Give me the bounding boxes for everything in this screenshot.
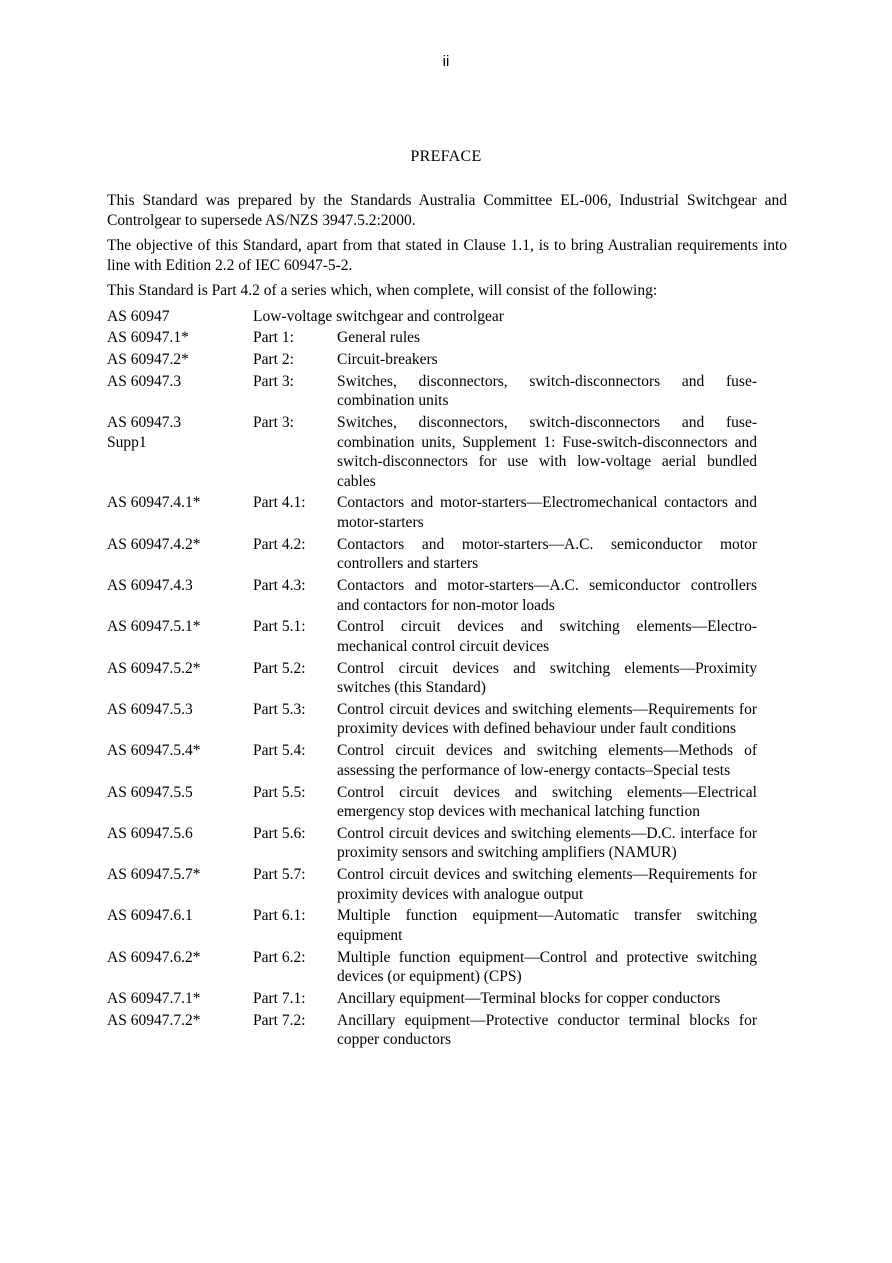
series-standard-code: AS 60947.5.4* bbox=[107, 742, 201, 760]
series-part-title: Control circuit devices and switching elements—Requirements for proximity devices with defined behaviour under fault conditions bbox=[337, 700, 757, 738]
series-standard-suffix: Supp1 bbox=[107, 433, 147, 451]
series-part-title: Control circuit devices and switching elements—Electrical emergency stop devices with mechanical latching function bbox=[337, 783, 757, 821]
series-part-label: Part 4.3: bbox=[253, 577, 306, 595]
series-part-title: Contactors and motor-starters—A.C. semiconductor controllers and contactors for non-motor loads bbox=[337, 577, 757, 614]
series-standard-number bbox=[107, 659, 253, 698]
series-row bbox=[107, 989, 787, 1009]
series-part-label: Part 3: bbox=[253, 372, 294, 390]
series-standard-code: AS 60947.1* bbox=[107, 329, 189, 347]
series-standard-code: AS 60947.3 bbox=[107, 372, 182, 390]
series-standard-number bbox=[107, 535, 253, 574]
page-title: PREFACE bbox=[410, 148, 482, 165]
series-header-std: AS 60947 bbox=[107, 307, 170, 325]
series-header-row bbox=[107, 307, 787, 327]
series-row bbox=[107, 413, 787, 491]
document-body bbox=[107, 191, 787, 1052]
series-row bbox=[107, 535, 787, 574]
series-standard-number bbox=[107, 1011, 253, 1050]
series-standard-code: AS 60947.5.3 bbox=[107, 700, 193, 718]
series-row bbox=[107, 493, 787, 532]
series-standard-number bbox=[107, 906, 253, 945]
series-standard-code: AS 60947.2* bbox=[107, 351, 189, 369]
series-standard-code: AS 60947.3 bbox=[107, 414, 182, 432]
series-row bbox=[107, 576, 787, 615]
series-part-label: Part 5.3: bbox=[253, 700, 306, 718]
series-standard-code: AS 60947.5.6 bbox=[107, 824, 193, 842]
series-standard-code: AS 60947.5.7* bbox=[107, 866, 201, 884]
series-standard-code: AS 60947.7.2* bbox=[107, 1011, 201, 1029]
series-standard-number bbox=[107, 824, 253, 863]
series-row bbox=[107, 948, 787, 987]
series-part-label: Part 5.1: bbox=[253, 618, 306, 636]
series-part-label: Part 5.5: bbox=[253, 783, 306, 801]
series-part-title: Switches, disconnectors, switch-disconnectors and fuse-combination units bbox=[337, 372, 757, 410]
series-part-label: Part 4.2: bbox=[253, 535, 306, 553]
series-standard-number bbox=[107, 493, 253, 532]
series-standard-code: AS 60947.4.3 bbox=[107, 577, 193, 595]
series-row bbox=[107, 659, 787, 698]
series-part-title: Control circuit devices and switching elements—Methods of assessing the performance of low-energy contacts–Special tests bbox=[337, 742, 757, 779]
series-part-label: Part 6.1: bbox=[253, 907, 306, 925]
series-part-title: Control circuit devices and switching elements—D.C. interface for proximity sensors and switching amplifiers (NAMUR) bbox=[337, 824, 757, 862]
series-part-title: Contactors and motor-starters—A.C. semiconductor motor controllers and starters bbox=[337, 535, 757, 573]
series-part-label: Part 5.6: bbox=[253, 824, 306, 842]
series-standard-number bbox=[107, 865, 253, 904]
series-part-title: Switches, disconnectors, switch-disconnectors and fuse-combination units, Supplement 1: Fuse-switch-disconnectors and switch-disconnectors for use with low-voltage aerial bundled cables bbox=[337, 414, 757, 490]
series-standard-number bbox=[107, 350, 253, 370]
series-part-title: Multiple function equipment—Automatic transfer switching equipment bbox=[337, 907, 757, 944]
series-standard-number bbox=[107, 372, 253, 411]
series-part-label: Part 4.1: bbox=[253, 494, 306, 512]
series-part-title: Control circuit devices and switching elements—Electro-mechanical control circuit devices bbox=[337, 618, 757, 655]
series-row bbox=[107, 372, 787, 411]
series-standard-code: AS 60947.5.2* bbox=[107, 659, 201, 677]
series-standard-number bbox=[107, 783, 253, 822]
series-standard-number bbox=[107, 328, 253, 348]
series-row bbox=[107, 328, 787, 348]
preface-paragraph-committee: This Standard was prepared by the Standards Australia Committee EL-006, Industrial Switchgear and Controlgear to supersede AS/NZS 3947.5.2:2000. bbox=[107, 192, 787, 229]
series-header-title: Low-voltage switchgear and controlgear bbox=[253, 307, 504, 325]
series-part-title: Ancillary equipment—Protective conductor terminal blocks for copper conductors bbox=[337, 1011, 757, 1049]
series-part-label: Part 5.7: bbox=[253, 866, 306, 884]
series-part-label: Part 6.2: bbox=[253, 948, 306, 966]
series-standard-code: AS 60947.6.1 bbox=[107, 907, 193, 925]
series-standard-code: AS 60947.5.1* bbox=[107, 618, 201, 636]
series-part-title: Contactors and motor-starters—Electromechanical contactors and motor-starters bbox=[337, 494, 757, 531]
series-standard-number bbox=[107, 700, 253, 739]
series-row bbox=[107, 783, 787, 822]
series-part-title: General rules bbox=[337, 329, 421, 347]
series-standard-number bbox=[107, 617, 253, 656]
series-standard-code: AS 60947.4.1* bbox=[107, 494, 201, 512]
series-standard-number bbox=[107, 413, 253, 491]
series-row bbox=[107, 906, 787, 945]
series-row bbox=[107, 865, 787, 904]
series-standard-code: AS 60947.7.1* bbox=[107, 990, 201, 1008]
page-number: ii bbox=[442, 53, 450, 70]
series-part-label: Part 7.1: bbox=[253, 990, 306, 1008]
series-row bbox=[107, 700, 787, 739]
series-standard-number bbox=[107, 948, 253, 987]
preface-paragraph-series-intro: This Standard is Part 4.2 of a series which, when complete, will consist of the following: bbox=[107, 282, 658, 299]
series-part-title: Multiple function equipment—Control and protective switching devices (or equipment) (CPS) bbox=[337, 948, 757, 986]
series-part-title: Circuit-breakers bbox=[337, 351, 438, 369]
series-row bbox=[107, 741, 787, 780]
series-standard-number bbox=[107, 576, 253, 615]
series-row bbox=[107, 1011, 787, 1050]
series-part-title: Control circuit devices and switching elements—Proximity switches (this Standard) bbox=[337, 659, 757, 697]
series-part-title: Control circuit devices and switching elements—Requirements for proximity devices with analogue output bbox=[337, 866, 757, 903]
series-standard-number bbox=[107, 989, 253, 1009]
series-part-label: Part 3: bbox=[253, 414, 294, 432]
preface-paragraph-objective: The objective of this Standard, apart from that stated in Clause 1.1, is to bring Australian requirements into line with Edition 2.2 of IEC 60947-5-2. bbox=[107, 237, 787, 274]
series-standard-code: AS 60947.5.5 bbox=[107, 783, 193, 801]
series-part-label: Part 5.4: bbox=[253, 742, 306, 760]
series-part-label: Part 7.2: bbox=[253, 1011, 306, 1029]
series-row bbox=[107, 617, 787, 656]
series-part-label: Part 2: bbox=[253, 351, 294, 369]
series-standard-code: AS 60947.6.2* bbox=[107, 948, 201, 966]
series-row bbox=[107, 824, 787, 863]
series-standard-number bbox=[107, 741, 253, 780]
series-part-label: Part 5.2: bbox=[253, 659, 306, 677]
series-list bbox=[107, 307, 787, 1050]
series-part-label: Part 1: bbox=[253, 329, 294, 347]
series-standard-code: AS 60947.4.2* bbox=[107, 535, 201, 553]
series-row bbox=[107, 350, 787, 370]
series-part-title: Ancillary equipment—Terminal blocks for copper conductors bbox=[337, 990, 721, 1008]
